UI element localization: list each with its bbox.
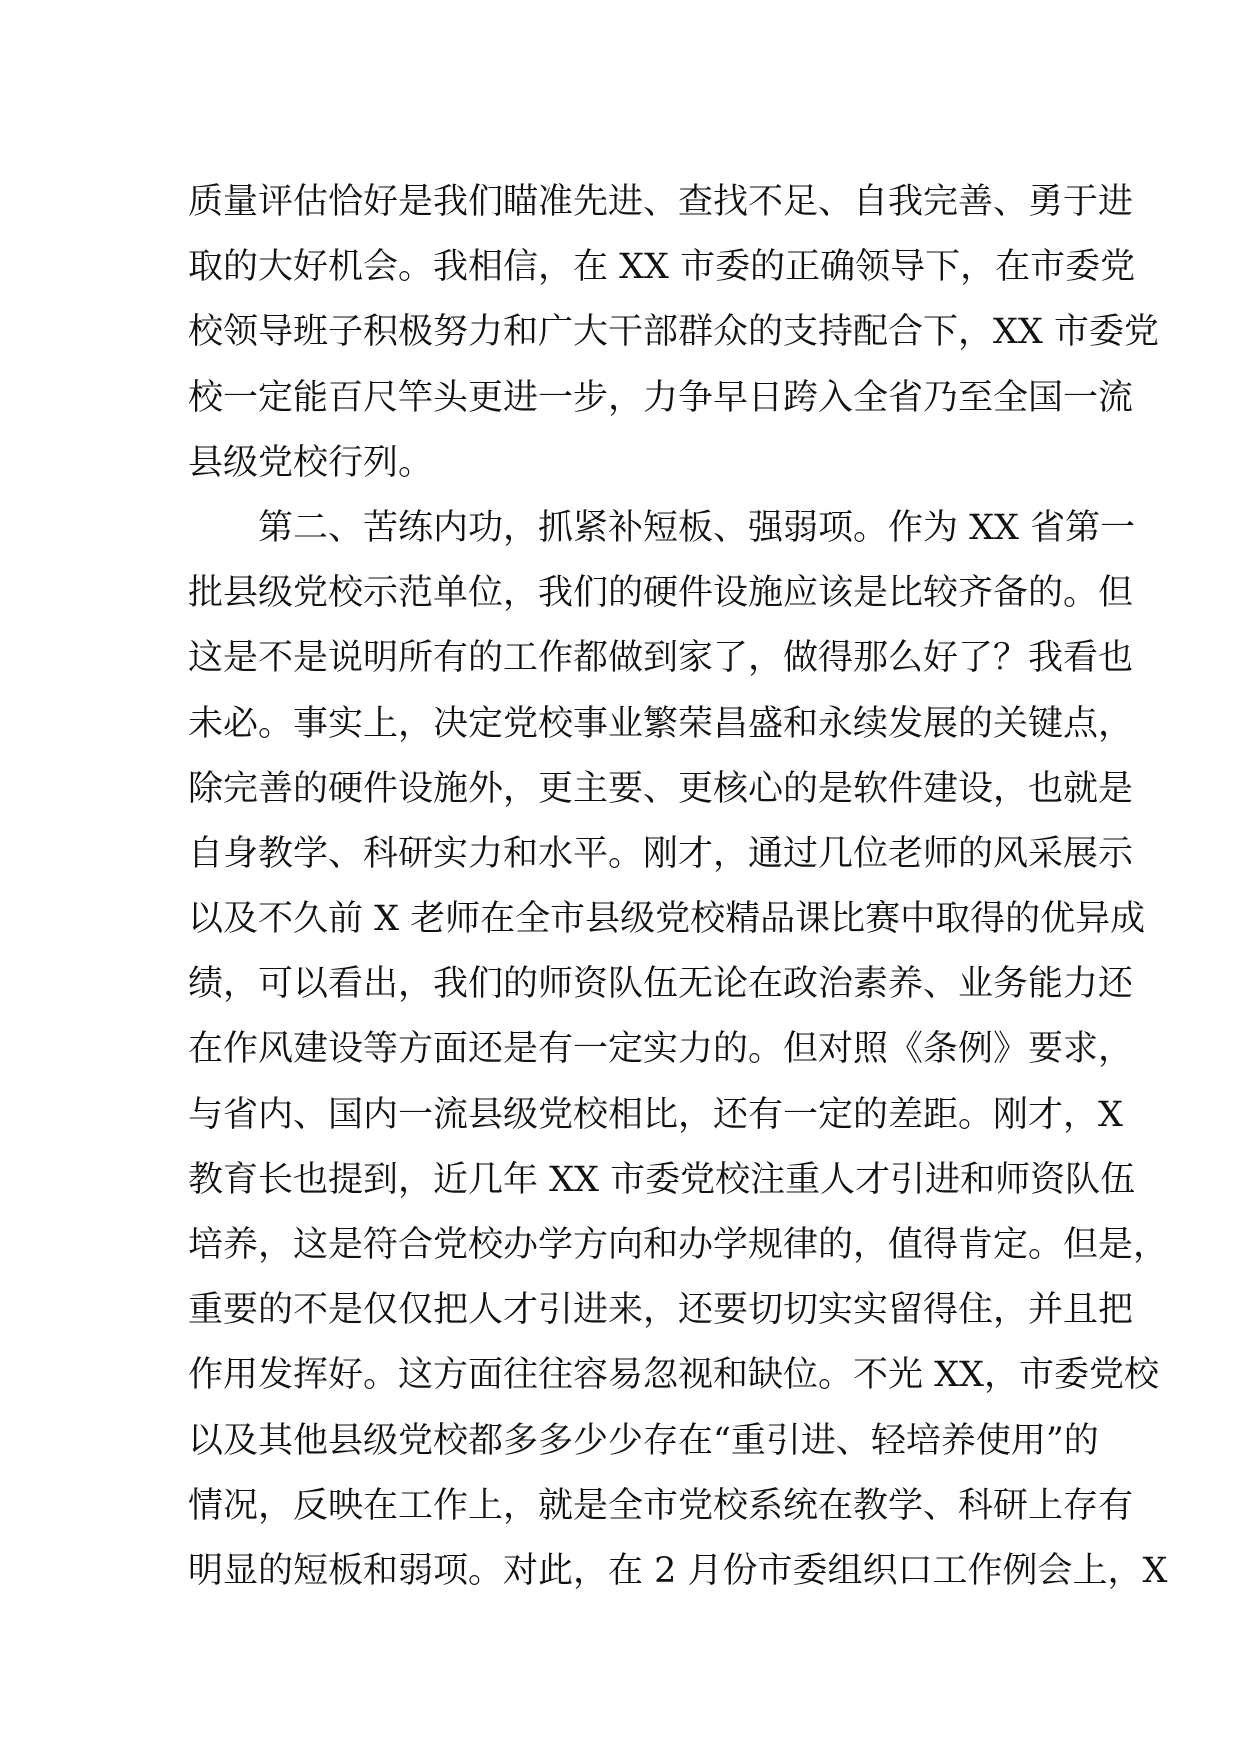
text-line: 自身教学、科研实力和水平。刚才，通过几位老师的风采展示: [188, 833, 1134, 874]
text-line: 未必。事实上，决定党校事业繁荣昌盛和永续发展的关键点，: [188, 703, 1134, 744]
text-line: 在作风建设等方面还是有一定实力的。但对照《条例》要求，: [188, 1029, 1134, 1070]
text-line: 作用发挥好。这方面往往容易忽视和缺位。不光 XX，市委党校: [188, 1355, 1159, 1396]
text-line: 校一定能百尺竿头更进一步，力争早日跨入全省乃至全国一流: [188, 377, 1134, 418]
text-line: 教育长也提到，近几年 XX 市委党校注重人才引进和师资队伍: [188, 1159, 1136, 1200]
text-line: 质量评估恰好是我们瞄准先进、查找不足、自我完善、勇于进: [188, 182, 1134, 222]
text-line: 除完善的硬件设施外，更主要、更核心的是软件建设，也就是: [188, 768, 1134, 809]
text-line: 批县级党校示范单位，我们的硬件设施应该是比较齐备的。但: [188, 573, 1134, 614]
text-line: 取的大好机会。我相信，在 XX 市委的正确领导下，在市委党: [188, 247, 1136, 288]
text-line: 情况，反映在工作上，就是全市党校系统在教学、科研上存有: [188, 1485, 1134, 1526]
text-line: 重要的不是仅仅把人才引进来，还要切切实实留得住，并且把: [188, 1290, 1134, 1331]
text-line: 培养，这是符合党校办学方向和办学规律的，值得肯定。但是，: [188, 1225, 1169, 1265]
text-line: 绩，可以看出，我们的师资队伍无论在政治素养、业务能力还: [188, 964, 1134, 1005]
text-line: 这是不是说明所有的工作都做到家了，做得那么好了？我看也: [188, 638, 1134, 679]
text-line: 以及不久前 X 老师在全市县级党校精品课比赛中取得的优异成: [188, 899, 1146, 940]
text-line: 与省内、国内一流县级党校相比，还有一定的差距。刚才，X: [188, 1094, 1123, 1135]
body-text: [188, 170, 1169, 1604]
text-line: 以及其他县级党校都多多少少存在“重引进、轻培养使用”的: [188, 1420, 1099, 1461]
text-line: 第二、苦练内功，抓紧补短板、强弱项。作为 XX 省第一: [188, 507, 1136, 548]
text-line: 明显的短板和弱项。对此，在 2 月份市委组织口工作例会上，X: [188, 1550, 1168, 1591]
text-line: 县级党校行列。: [188, 442, 434, 483]
text-line: 校领导班子积极努力和广大干部群众的支持配合下，XX 市委党: [188, 312, 1159, 353]
